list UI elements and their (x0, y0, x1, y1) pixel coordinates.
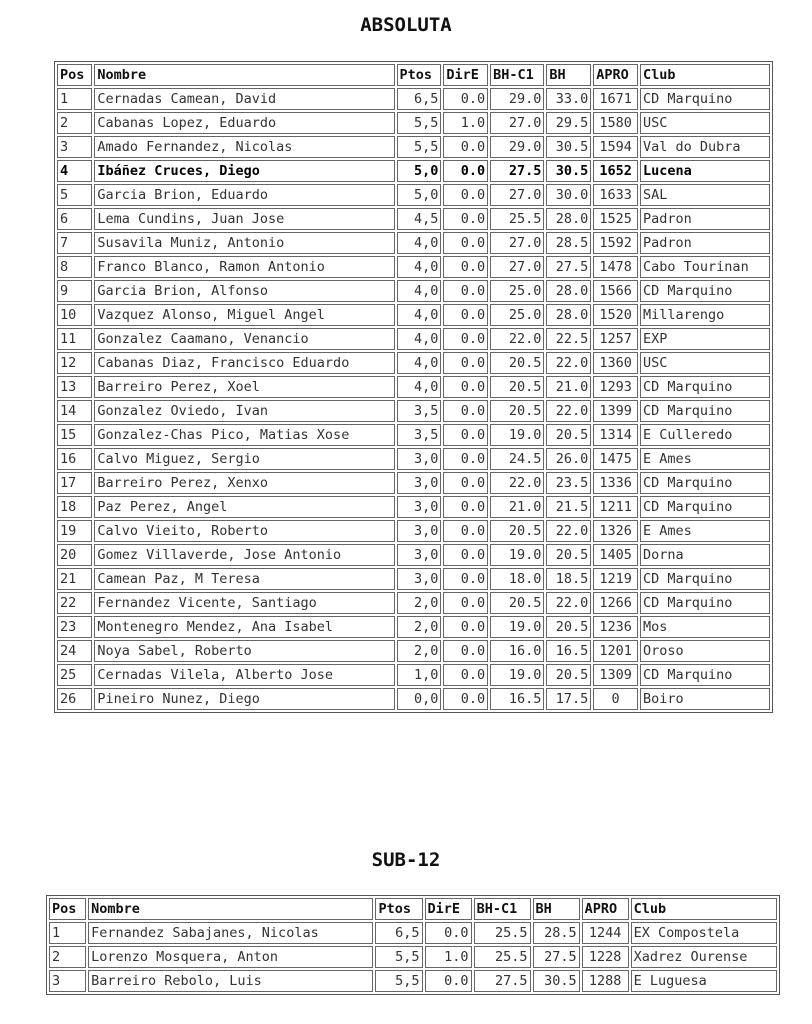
cell-club: CD Marquino (640, 88, 770, 110)
cell-nombre: Susavila Muniz, Antonio (94, 232, 394, 254)
cell-ptos: 3,0 (397, 472, 442, 494)
cell-ptos: 5,0 (397, 184, 442, 206)
table-row (57, 520, 770, 542)
cell-nombre: Amado Fernandez, Nicolas (94, 136, 394, 158)
cell-club: Lucena (640, 160, 770, 182)
cell-apro: 1594 (593, 136, 638, 158)
cell-dire: 0.0 (443, 688, 488, 710)
cell-bh: 22.0 (546, 520, 591, 542)
header-club: Club (640, 64, 770, 86)
cell-nombre: Cernadas Camean, David (94, 88, 394, 110)
cell-pos: 5 (57, 184, 92, 206)
cell-dire: 0.0 (443, 568, 488, 590)
cell-bhc1: 21.0 (490, 496, 544, 518)
cell-club: Xadrez Ourense (631, 946, 777, 968)
cell-ptos: 4,0 (397, 328, 442, 350)
cell-apro: 1326 (593, 520, 638, 542)
cell-bhc1: 19.0 (490, 664, 544, 686)
cell-bh: 28.5 (546, 232, 591, 254)
cell-bhc1: 16.5 (490, 688, 544, 710)
cell-bh: 22.0 (546, 400, 591, 422)
cell-apro: 1314 (593, 424, 638, 446)
cell-ptos: 2,0 (397, 616, 442, 638)
cell-club: CD Marquino (640, 568, 770, 590)
cell-dire: 0.0 (443, 280, 488, 302)
table-row (57, 424, 770, 446)
table-row (57, 496, 770, 518)
cell-ptos: 2,0 (397, 592, 442, 614)
cell-pos: 1 (57, 88, 92, 110)
table-row (57, 304, 770, 326)
header-apro: APRO (582, 898, 629, 920)
cell-club: USC (640, 112, 770, 134)
cell-pos: 8 (57, 256, 92, 278)
cell-nombre: Cabanas Lopez, Eduardo (94, 112, 394, 134)
cell-pos: 24 (57, 640, 92, 662)
cell-apro: 1633 (593, 184, 638, 206)
cell-bh: 28.5 (533, 922, 580, 944)
header-dire: DirE (443, 64, 488, 86)
cell-apro: 1520 (593, 304, 638, 326)
cell-nombre: Barreiro Perez, Xenxo (94, 472, 394, 494)
cell-apro: 1525 (593, 208, 638, 230)
cell-club: Val do Dubra (640, 136, 770, 158)
cell-pos: 25 (57, 664, 92, 686)
cell-ptos: 5,5 (375, 946, 422, 968)
cell-club: CD Marquino (640, 376, 770, 398)
cell-pos: 10 (57, 304, 92, 326)
cell-bh: 20.5 (546, 424, 591, 446)
cell-ptos: 3,5 (397, 424, 442, 446)
cell-dire: 0.0 (443, 496, 488, 518)
cell-apro: 1228 (582, 946, 629, 968)
cell-nombre: Lorenzo Mosquera, Anton (88, 946, 373, 968)
cell-club: CD Marquino (640, 280, 770, 302)
cell-nombre: Noya Sabel, Roberto (94, 640, 394, 662)
table-row (57, 664, 770, 686)
cell-dire: 0.0 (443, 616, 488, 638)
cell-nombre: Barreiro Rebolo, Luis (88, 970, 373, 992)
cell-dire: 0.0 (443, 472, 488, 494)
table-row (57, 184, 770, 206)
table-row (57, 280, 770, 302)
cell-bh: 17.5 (546, 688, 591, 710)
cell-pos: 26 (57, 688, 92, 710)
cell-club: Dorna (640, 544, 770, 566)
cell-ptos: 1,0 (397, 664, 442, 686)
cell-club: Millarengo (640, 304, 770, 326)
table-row (57, 568, 770, 590)
cell-apro: 1293 (593, 376, 638, 398)
cell-pos: 15 (57, 424, 92, 446)
cell-dire: 0.0 (443, 256, 488, 278)
cell-dire: 0.0 (443, 400, 488, 422)
cell-apro: 1592 (593, 232, 638, 254)
cell-bh: 27.5 (546, 256, 591, 278)
cell-bhc1: 19.0 (490, 616, 544, 638)
cell-apro: 1475 (593, 448, 638, 470)
cell-bhc1: 19.0 (490, 544, 544, 566)
cell-dire: 0.0 (443, 520, 488, 542)
standings-table-sub12 (46, 895, 780, 995)
table-row (57, 592, 770, 614)
cell-nombre: Barreiro Perez, Xoel (94, 376, 394, 398)
cell-club: Oroso (640, 640, 770, 662)
table-row (57, 616, 770, 638)
cell-bhc1: 27.5 (490, 160, 544, 182)
cell-ptos: 5,0 (397, 160, 442, 182)
cell-apro: 1580 (593, 112, 638, 134)
cell-apro: 1236 (593, 616, 638, 638)
cell-bh: 23.5 (546, 472, 591, 494)
cell-ptos: 6,5 (397, 88, 442, 110)
cell-club: E Ames (640, 448, 770, 470)
cell-bh: 20.5 (546, 664, 591, 686)
cell-pos: 18 (57, 496, 92, 518)
cell-nombre: Cabanas Diaz, Francisco Eduardo (94, 352, 394, 374)
cell-bhc1: 25.5 (474, 922, 531, 944)
cell-apro: 1566 (593, 280, 638, 302)
cell-club: SAL (640, 184, 770, 206)
table-row (57, 232, 770, 254)
table-header-row (49, 898, 777, 920)
cell-dire: 0.0 (443, 376, 488, 398)
header-nombre: Nombre (94, 64, 394, 86)
cell-pos: 21 (57, 568, 92, 590)
header-ptos: Ptos (397, 64, 442, 86)
cell-apro: 1478 (593, 256, 638, 278)
cell-nombre: Cernadas Vilela, Alberto Jose (94, 664, 394, 686)
cell-nombre: Lema Cundins, Juan Jose (94, 208, 394, 230)
table-row (57, 88, 770, 110)
cell-dire: 0.0 (443, 304, 488, 326)
cell-bh: 30.5 (546, 160, 591, 182)
cell-dire: 0.0 (443, 208, 488, 230)
cell-nombre: Calvo Miguez, Sergio (94, 448, 394, 470)
cell-apro: 1266 (593, 592, 638, 614)
cell-bhc1: 20.5 (490, 352, 544, 374)
cell-apro: 1360 (593, 352, 638, 374)
cell-ptos: 3,0 (397, 520, 442, 542)
cell-bhc1: 22.0 (490, 328, 544, 350)
cell-bhc1: 18.0 (490, 568, 544, 590)
cell-bhc1: 22.0 (490, 472, 544, 494)
cell-pos: 14 (57, 400, 92, 422)
table-row (57, 352, 770, 374)
cell-dire: 0.0 (443, 448, 488, 470)
cell-apro: 1288 (582, 970, 629, 992)
cell-nombre: Ibáñez Cruces, Diego (94, 160, 394, 182)
table-row (57, 688, 770, 710)
table-row (57, 328, 770, 350)
cell-ptos: 0,0 (397, 688, 442, 710)
cell-pos: 3 (57, 136, 92, 158)
cell-ptos: 6,5 (375, 922, 422, 944)
cell-ptos: 3,5 (397, 400, 442, 422)
table-row (57, 208, 770, 230)
cell-bh: 21.5 (546, 496, 591, 518)
cell-club: E Culleredo (640, 424, 770, 446)
cell-bh: 30.0 (546, 184, 591, 206)
cell-club: Padron (640, 208, 770, 230)
cell-pos: 19 (57, 520, 92, 542)
cell-dire: 0.0 (443, 88, 488, 110)
cell-pos: 2 (49, 946, 86, 968)
cell-bh: 30.5 (546, 136, 591, 158)
table-row (57, 472, 770, 494)
cell-nombre: Franco Blanco, Ramon Antonio (94, 256, 394, 278)
cell-pos: 22 (57, 592, 92, 614)
header-dire: DirE (425, 898, 472, 920)
cell-bhc1: 27.0 (490, 112, 544, 134)
cell-bhc1: 25.0 (490, 304, 544, 326)
cell-nombre: Fernandez Vicente, Santiago (94, 592, 394, 614)
cell-pos: 17 (57, 472, 92, 494)
cell-nombre: Vazquez Alonso, Miguel Angel (94, 304, 394, 326)
table-row (57, 112, 770, 134)
cell-pos: 12 (57, 352, 92, 374)
cell-bh: 33.0 (546, 88, 591, 110)
header-ptos: Ptos (375, 898, 422, 920)
cell-bh: 26.0 (546, 448, 591, 470)
cell-dire: 0.0 (443, 664, 488, 686)
cell-club: EXP (640, 328, 770, 350)
cell-dire: 0.0 (443, 424, 488, 446)
cell-nombre: Montenegro Mendez, Ana Isabel (94, 616, 394, 638)
header-bhc1: BH-C1 (474, 898, 531, 920)
table-row (57, 256, 770, 278)
table-row (49, 970, 777, 992)
header-bhc1: BH-C1 (490, 64, 544, 86)
cell-bhc1: 25.0 (490, 280, 544, 302)
header-pos: Pos (49, 898, 86, 920)
cell-dire: 0.0 (443, 136, 488, 158)
cell-nombre: Paz Perez, Angel (94, 496, 394, 518)
cell-bhc1: 24.5 (490, 448, 544, 470)
header-club: Club (631, 898, 777, 920)
cell-ptos: 4,5 (397, 208, 442, 230)
cell-apro: 1671 (593, 88, 638, 110)
cell-dire: 1.0 (443, 112, 488, 134)
cell-bhc1: 20.5 (490, 400, 544, 422)
cell-club: CD Marquino (640, 664, 770, 686)
cell-club: Mos (640, 616, 770, 638)
cell-nombre: Camean Paz, M Teresa (94, 568, 394, 590)
cell-apro: 1399 (593, 400, 638, 422)
cell-pos: 16 (57, 448, 92, 470)
cell-bh: 20.5 (546, 544, 591, 566)
cell-pos: 13 (57, 376, 92, 398)
cell-bh: 22.5 (546, 328, 591, 350)
cell-pos: 2 (57, 112, 92, 134)
standings-table-absoluta (54, 61, 773, 713)
cell-dire: 0.0 (443, 352, 488, 374)
cell-apro: 1652 (593, 160, 638, 182)
cell-club: CD Marquino (640, 592, 770, 614)
cell-ptos: 3,0 (397, 568, 442, 590)
cell-pos: 6 (57, 208, 92, 230)
cell-bhc1: 27.0 (490, 256, 544, 278)
cell-apro: 1244 (582, 922, 629, 944)
cell-nombre: Calvo Vieito, Roberto (94, 520, 394, 542)
cell-ptos: 4,0 (397, 280, 442, 302)
cell-dire: 0.0 (443, 160, 488, 182)
cell-bh: 21.0 (546, 376, 591, 398)
cell-ptos: 3,0 (397, 448, 442, 470)
cell-club: Cabo Tourinan (640, 256, 770, 278)
cell-nombre: Garcia Brion, Eduardo (94, 184, 394, 206)
cell-club: Padron (640, 232, 770, 254)
cell-bh: 30.5 (533, 970, 580, 992)
cell-nombre: Gonzalez Caamano, Venancio (94, 328, 394, 350)
table-row (57, 136, 770, 158)
cell-apro: 1257 (593, 328, 638, 350)
cell-ptos: 2,0 (397, 640, 442, 662)
cell-ptos: 4,0 (397, 232, 442, 254)
table-row (57, 376, 770, 398)
header-bh: BH (546, 64, 591, 86)
cell-bh: 22.0 (546, 352, 591, 374)
header-apro: APRO (593, 64, 638, 86)
cell-bh: 16.5 (546, 640, 591, 662)
cell-ptos: 5,5 (397, 112, 442, 134)
cell-nombre: Gonzalez-Chas Pico, Matias Xose (94, 424, 394, 446)
cell-bh: 20.5 (546, 616, 591, 638)
table-row (57, 544, 770, 566)
cell-bh: 29.5 (546, 112, 591, 134)
cell-club: Boiro (640, 688, 770, 710)
cell-club: E Luguesa (631, 970, 777, 992)
cell-dire: 0.0 (443, 592, 488, 614)
table-row (57, 160, 770, 182)
cell-bh: 28.0 (546, 208, 591, 230)
cell-club: USC (640, 352, 770, 374)
table-header-row (57, 64, 770, 86)
cell-club: CD Marquino (640, 472, 770, 494)
header-nombre: Nombre (88, 898, 373, 920)
cell-apro: 1336 (593, 472, 638, 494)
cell-pos: 4 (57, 160, 92, 182)
cell-nombre: Pineiro Nunez, Diego (94, 688, 394, 710)
cell-bhc1: 27.0 (490, 232, 544, 254)
table-row (57, 400, 770, 422)
cell-bhc1: 27.0 (490, 184, 544, 206)
cell-dire: 0.0 (443, 232, 488, 254)
cell-dire: 0.0 (425, 922, 472, 944)
cell-bh: 18.5 (546, 568, 591, 590)
cell-pos: 23 (57, 616, 92, 638)
cell-apro: 1309 (593, 664, 638, 686)
cell-bhc1: 20.5 (490, 592, 544, 614)
cell-club: CD Marquino (640, 496, 770, 518)
cell-club: CD Marquino (640, 400, 770, 422)
cell-apro: 1405 (593, 544, 638, 566)
cell-dire: 0.0 (443, 544, 488, 566)
cell-ptos: 4,0 (397, 352, 442, 374)
cell-ptos: 3,0 (397, 544, 442, 566)
cell-bh: 22.0 (546, 592, 591, 614)
cell-bhc1: 25.5 (490, 208, 544, 230)
cell-apro: 1211 (593, 496, 638, 518)
cell-apro: 1219 (593, 568, 638, 590)
cell-bhc1: 20.5 (490, 520, 544, 542)
cell-pos: 11 (57, 328, 92, 350)
cell-bh: 27.5 (533, 946, 580, 968)
cell-bhc1: 19.0 (490, 424, 544, 446)
cell-dire: 0.0 (425, 970, 472, 992)
cell-ptos: 4,0 (397, 256, 442, 278)
table-row (49, 922, 777, 944)
section-title-sub12: SUB-12 (371, 849, 441, 871)
cell-pos: 1 (49, 922, 86, 944)
cell-dire: 0.0 (443, 640, 488, 662)
cell-nombre: Fernandez Sabajanes, Nicolas (88, 922, 373, 944)
cell-ptos: 5,5 (375, 970, 422, 992)
cell-pos: 7 (57, 232, 92, 254)
cell-ptos: 5,5 (397, 136, 442, 158)
section-title-absoluta: ABSOLUTA (360, 14, 452, 36)
cell-bhc1: 25.5 (474, 946, 531, 968)
cell-bhc1: 27.5 (474, 970, 531, 992)
cell-pos: 20 (57, 544, 92, 566)
cell-pos: 9 (57, 280, 92, 302)
cell-club: EX Compostela (631, 922, 777, 944)
cell-club: E Ames (640, 520, 770, 542)
cell-dire: 0.0 (443, 328, 488, 350)
cell-apro: 0 (593, 688, 638, 710)
cell-nombre: Garcia Brion, Alfonso (94, 280, 394, 302)
cell-bhc1: 16.0 (490, 640, 544, 662)
header-bh: BH (533, 898, 580, 920)
cell-ptos: 3,0 (397, 496, 442, 518)
table-row (49, 946, 777, 968)
cell-dire: 0.0 (443, 184, 488, 206)
header-pos: Pos (57, 64, 92, 86)
cell-apro: 1201 (593, 640, 638, 662)
cell-bh: 28.0 (546, 280, 591, 302)
cell-bhc1: 20.5 (490, 376, 544, 398)
cell-bhc1: 29.0 (490, 136, 544, 158)
cell-bh: 28.0 (546, 304, 591, 326)
cell-dire: 1.0 (425, 946, 472, 968)
cell-nombre: Gomez Villaverde, Jose Antonio (94, 544, 394, 566)
cell-nombre: Gonzalez Oviedo, Ivan (94, 400, 394, 422)
table-row (57, 448, 770, 470)
cell-pos: 3 (49, 970, 86, 992)
cell-ptos: 4,0 (397, 304, 442, 326)
table-row (57, 640, 770, 662)
cell-ptos: 4,0 (397, 376, 442, 398)
cell-bhc1: 29.0 (490, 88, 544, 110)
